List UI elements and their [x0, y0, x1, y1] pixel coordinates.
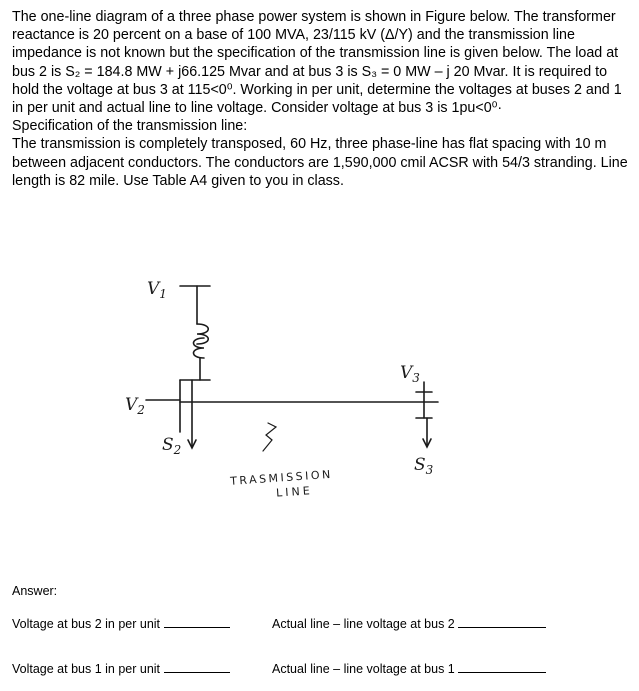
- answer-row-bus-2: [12, 615, 632, 631]
- answer-v1-actual: [272, 660, 546, 676]
- s3-label: $S_3$: [414, 455, 434, 477]
- answer-v2-actual-label: Actual line – line voltage at bus 2: [272, 617, 455, 631]
- problem-statement: [12, 8, 632, 190]
- spec-heading: Specification of the transmission line:: [12, 118, 248, 135]
- answer-v1-actual-label: Actual line – line voltage at bus 1: [272, 662, 455, 676]
- answer-heading: Answer:: [12, 584, 58, 598]
- v1-label: $V_1$: [147, 279, 167, 301]
- answer-v1-pu-label: Voltage at bus 1 in per unit: [12, 662, 161, 676]
- one-line-diagram: [0, 262, 639, 522]
- problem-paragraph-1: The one-line diagram of a three phase power system is shown in Figure below. The transformer reactance is 20 percent on a base of 100 MVA, 23/115 kV (Δ/Y) and the transmission line impedance is not known but the specification of the transmission line is given below. The load at bus 2 is S₂ = 184.8 MW + j66.125 Mvar and at bus 3 is S₃ = 0 MW – j 20 Mvar. It is required to hold the voltage at bus 3 at 115<0⁰. Working in per unit, determine the voltages at buses 2 and 1 in per unit and actual line to line voltage. Consider voltage at bus 3 is 1pu<0⁰·: [12, 9, 622, 117]
- line-mark-icon: [263, 423, 276, 451]
- transformer-winding-secondary: [194, 338, 205, 358]
- answer-v1-actual-blank[interactable]: [458, 660, 546, 673]
- problem-paragraph-2: The transmission is completely transposed, 60 Hz, three phase-line has flat spacing with 10 m between adjacent conductors. The conductors are 1,590,000 cmil ACSR with 54/3 stranding. Line length is 82 mile. Use Table A4 given to you in class.: [12, 136, 628, 189]
- transformer-winding-primary: [197, 324, 208, 344]
- answer-v1-pu-blank[interactable]: [164, 660, 230, 673]
- v3-label: $V_3$: [400, 363, 420, 385]
- answer-v2-pu: [12, 615, 230, 631]
- answer-v1-pu: [12, 660, 230, 676]
- answer-row-bus-1: [12, 660, 632, 676]
- answer-v2-actual-blank[interactable]: [458, 615, 546, 628]
- v2-label: $V_2$: [125, 395, 145, 417]
- s2-label: $S_2$: [162, 435, 182, 457]
- answer-v2-pu-blank[interactable]: [164, 615, 230, 628]
- transmission-line-label-2: LINE: [275, 484, 314, 500]
- answer-v2-pu-label: Voltage at bus 2 in per unit: [12, 617, 161, 631]
- transmission-line-label: TRASMISSION: [229, 467, 334, 488]
- answer-v2-actual: [272, 615, 546, 631]
